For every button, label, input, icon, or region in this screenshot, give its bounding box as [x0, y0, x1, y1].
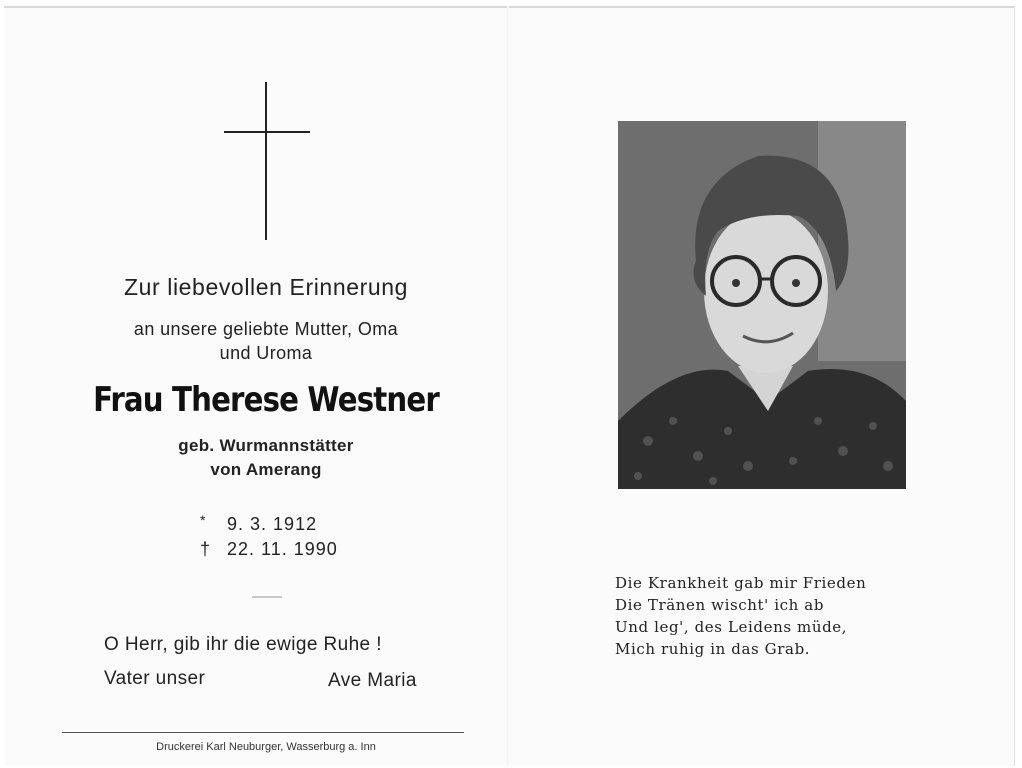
death-symbol: † [200, 539, 211, 559]
deceased-name: Frau Therese Westner [93, 380, 439, 420]
birth-symbol: * [200, 512, 206, 528]
origin-place: von Amerang [210, 460, 322, 479]
maiden-name: geb. Wurmannstätter [178, 436, 354, 455]
poem-line: Mich ruhig in das Grab. [615, 640, 811, 658]
poem [615, 572, 866, 660]
intro-heading: Zur liebevollen Erinnerung [123, 274, 409, 300]
death-date-row [200, 539, 338, 560]
portrait-illustration [618, 121, 906, 489]
cross-icon [224, 82, 310, 240]
left-panel [4, 6, 507, 766]
poem-line: Die Tränen wischt' ich ab [615, 596, 825, 614]
death-date: 22. 11. 1990 [227, 539, 338, 559]
dedication-line-2: und Uroma [219, 343, 313, 363]
portrait-photo [618, 121, 906, 489]
poem-line: Die Krankheit gab mir Frieden [615, 574, 867, 592]
prayer-line: O Herr, gib ihr die ewige Ruhe ! [104, 634, 382, 655]
right-panel [509, 6, 1014, 766]
dedication-line-1: an unsere geliebte Mutter, Oma [133, 319, 399, 339]
birth-date-row [200, 512, 317, 535]
prayer-ave-maria: Ave Maria [328, 670, 417, 691]
poem-line: Und leg', des Leidens müde, [615, 618, 848, 636]
divider [252, 596, 282, 598]
printer-credit: Druckerei Karl Neuburger, Wasserburg a. Inn [156, 741, 376, 753]
prayer-vater-unser: Vater unser [104, 668, 206, 689]
footer-rule [62, 732, 464, 733]
birth-date: 9. 3. 1912 [227, 514, 318, 534]
